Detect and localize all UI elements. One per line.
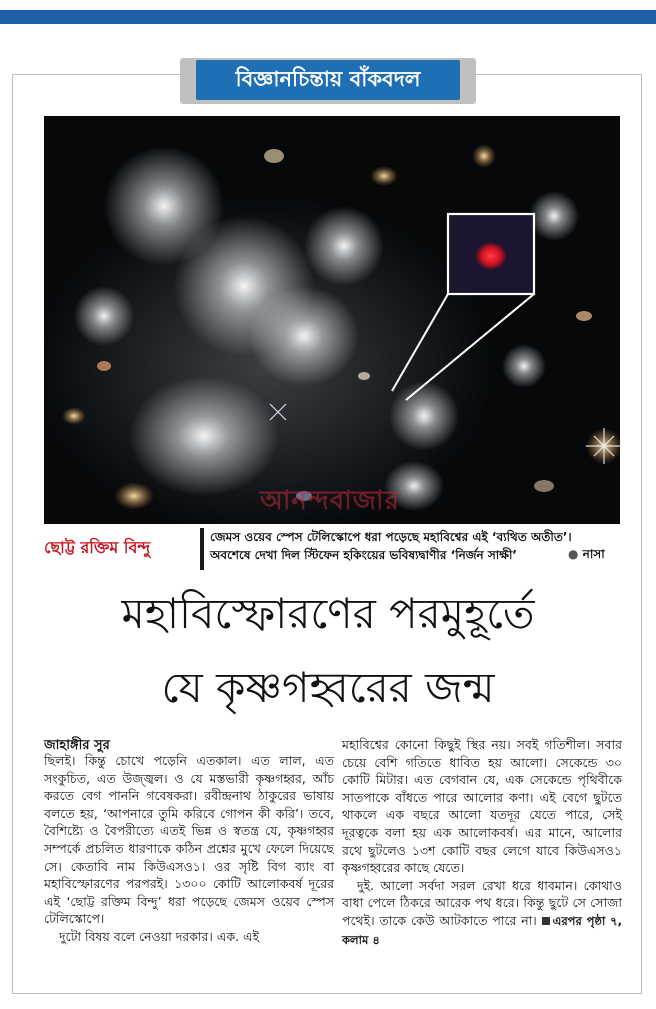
photo-watermark: আনন্দবাজার	[260, 486, 400, 516]
article-paragraph: মহাবিশ্বের কোনো কিছুই স্থির নয়। সবই গতিশীল। সবার চেয়ে বেশি গতিতে ধাবিত হয় আলো। সেকেন্ডে ৩০ কোটি মিটার। এত বেগবান যে, এক সেকেন্ডে পৃথিবীকে সাতপাকে বাঁধতে পারে আলোর কণা। এই বেগে ছুটতে থাকলে এক বছরে আলো যতদূর যেতে পারে, সেই দূরত্বকে বলা হয় এক আলোকবর্ষ। এর মানে, আলোর রথে ছুটলেও ১৩শ কোটি বছর লেগে যাবে কিউএসও১ কৃষ্ণগহ্বরের কাছে যেতে।	[342, 737, 622, 876]
caption-label: ছোট্ট রক্তিম বিন্দু	[44, 537, 151, 557]
page-frame-right	[641, 74, 642, 994]
article-column-1	[44, 752, 334, 946]
page-frame-left	[12, 74, 13, 994]
headline-line-1: মহাবিস্ফোরণের পরমুহূর্তে	[121, 589, 535, 638]
section-tab: বিজ্ঞানচিন্তায় বাঁকবদল	[196, 60, 460, 100]
article-paragraph-text: দুই. আলো সর্বদা সরল রেখা ধরে ধাবমান। কোথাও বাধা পেলে ঠিকরে আরেক পথ ধরে। কিন্তু ছুটে সে সোজা পথেই। তাকে কেউ আটকাতে পারে না।	[342, 877, 622, 928]
page-frame-bottom	[12, 993, 642, 994]
top-color-bar	[0, 10, 656, 24]
article-paragraph: দুটো বিষয় বলে নেওয়া দরকার। এক. এই	[59, 928, 260, 944]
photo-credit	[568, 546, 605, 566]
section-rule-right	[476, 74, 642, 75]
credit-text: নাসা	[582, 547, 605, 561]
byline: জাহাঙ্গীর সুর	[44, 738, 110, 753]
bullet-icon: ●	[568, 547, 583, 561]
caption-line-1: জেমস ওয়েব স্পেস টেলিস্কোপে ধরা পড়েছে মহাবিশ্বের এই ‘ব্যথিত অতীত’।	[210, 530, 572, 544]
article-paragraph	[342, 877, 622, 949]
headline-line-2: যে কৃষ্ণগহ্বরের জন্ম	[161, 663, 495, 712]
caption-text	[210, 528, 622, 564]
article-column-2	[342, 736, 622, 949]
caption-separator	[200, 528, 204, 570]
square-icon	[542, 917, 550, 925]
section-rule-left	[12, 74, 180, 75]
article-paragraph: ছিলই। কিন্তু চোখে পড়েনি এতকাল। এত লাল, এত সংকুচিত, এত উজ্জ্বল। ও যে মস্তভারী কৃষ্ণগহ্বর, আঁচ করতে বেগ পাননি গবেষকরা। রবীন্দ্রনাথ ঠাকুরের ভাষায় বলতে হয়, ‘আপনারে তুমি করিবে গোপন কী করি’। তবে, বৈশিষ্ট্যে ও বৈপরীত্যে এতই ভিন্ন ও স্বতন্ত্র যে, কৃষ্ণগহ্বর সম্পর্কে প্রচলিত ধারণাকে কঠিন প্রশ্নের মুখে ফেলে দিয়েছে সে। কেতাবি নাম কিউএসও১। ওর সৃষ্টি বিগ ব্যাং বা মহাবিস্ফোরণের পরপরই। ১৩০০ কোটি আলোকবর্ষ দূরের এই ‘ছোট্ট রক্তিম বিন্দু’ ধরা পড়েছে জেমস ওয়েব স্পেস টেলিস্কোপে।	[44, 753, 334, 927]
caption-line-2: অবশেষে দেখা দিল স্টিফেন হকিংয়ের ভবিষ্যদ্বাণীর ‘নির্জন সাক্ষী’	[210, 548, 517, 562]
space-photo	[44, 116, 620, 524]
continued-text: এরপর পৃষ্ঠা ৭, কলাম ৪	[342, 913, 622, 947]
galaxy-cluster-image	[44, 116, 620, 524]
